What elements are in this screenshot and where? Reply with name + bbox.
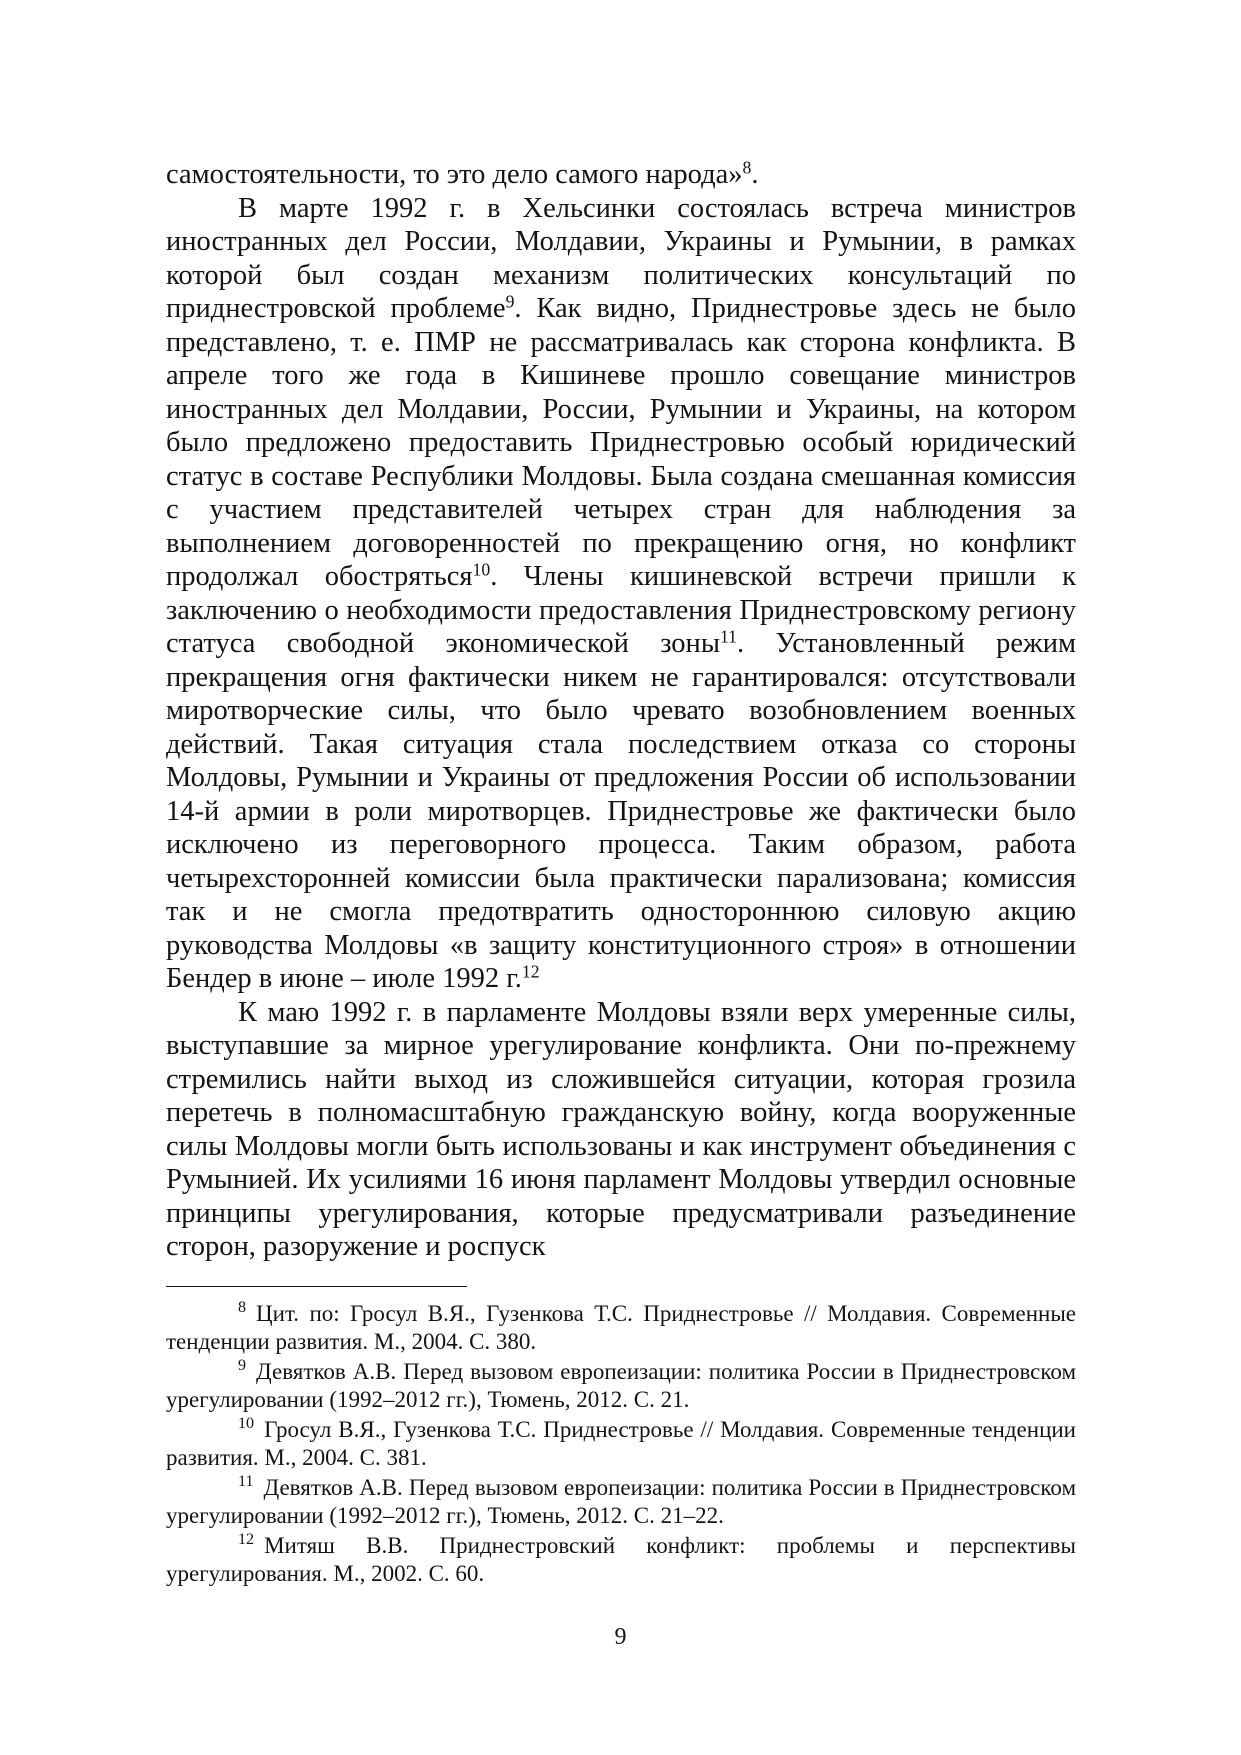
footnote-12: $^{12}$ Митяш В.В. Приднестровский конфликт: проблемы и перспективы урегулирования. М., 2002. С. 60. [166, 1531, 1076, 1586]
footnotes [166, 1300, 1076, 1590]
footnote-ref-9[interactable]: 9 [505, 291, 515, 312]
footnote-ref-10[interactable]: 10 [472, 559, 491, 580]
footnote-ref-12[interactable]: 12 [521, 961, 540, 982]
footnote-10: $^{10}$ Гросул В.Я., Гузенкова Т.С. Приднестровье // Молдавия. Современные тенденции развития. М., 2004. С. 381. [166, 1415, 1076, 1470]
footnote-separator [166, 1286, 467, 1287]
main-text [166, 158, 1076, 1264]
footnote-ref-8[interactable]: 8 [742, 157, 752, 178]
page-number: 9 [614, 1624, 627, 1650]
footnote-9: $^9$ Девятков А.В. Перед вызовом европеизации: политика России в Приднестровском урегулировании (1992–2012 гг.), Тюмень, 2012. С. 21. [166, 1357, 1076, 1412]
paragraph-1: самостоятельности, то это дело самого народа»$^8$. [166, 157, 759, 190]
footnote-8: $^8$ Цит. по: Гросул В.Я., Гузенкова Т.С. Приднестровье // Молдавия. Современные тенденции развития. М., 2004. С. 380. [166, 1299, 1076, 1354]
paragraph-3: К маю 1992 г. в парламенте Молдовы взяли верх умеренные силы, выступавшие за мирное урегулирование конфликта. Они по-прежнему стремились найти выход из сложившейся ситуации, которая грозила перетечь в полномасштабную гражданскую войну, когда вооруженные силы Молдовы могли быть использованы и как инструмент объединения с Румынией. Их усилиями 16 июня парламент Молдовы утвердил основные принципы урегулирования, которые предусматривали разъединение сторон, разоружение и роспуск [166, 996, 1076, 1262]
paragraph-2: В марте 1992 г. в Хельсинки состоялась встреча министров иностранных дел России, Молдавии, Украины и Румынии, в рамках которой был создан механизм политических консультаций по приднестровской проблеме$^9$. Как видно, Приднестровье здесь не было представлено, т. е. ПМР не рассматривалась как сторона конфликта. В апреле того же года в Кишиневе прошло совещание министров иностранных дел Молдавии, России, Румынии и Украины, на котором было предложено предоставить Приднестровью особый юридический статус в составе Республики Молдовы. Была создана смешанная комиссия с участием представителей четырех стран для наблюдения за выполнением договоренностей по прекращению огня, но конфликт продолжал обостряться$^{10}$. Члены кишиневской встречи пришли к заключению о необходимости предоставления Приднестровскому региону статуса свободной экономической зоны$^{11}$. Установленный режим прекращения огня фактически никем не гарантировался: отсутствовали миротворческие силы, что было чревато возобновлением военных действий. Такая ситуация стала последствием отказа со стороны Молдовы, Румынии и Украины от предложения России об использовании 14-й армии в роли миротворцев. Приднестровье же фактически было исключено из переговорного процесса. Таким образом, работа четырехсторонней комиссии была практически парализована; комиссия так и не смогла предотвратить одностороннюю силовую акцию руководства Молдовы «в защиту конституционного строя» в отношении Бендер в июне – июле 1992 г.$^{12}$ [166, 192, 1077, 994]
footnote-ref-11[interactable]: 11 [719, 626, 737, 647]
footnote-11: $^{11}$ Девятков А.В. Перед вызовом европеизации: политика России в Приднестровском урегулировании (1992–2012 гг.), Тюмень, 2012. С. 21–22. [166, 1473, 1076, 1528]
